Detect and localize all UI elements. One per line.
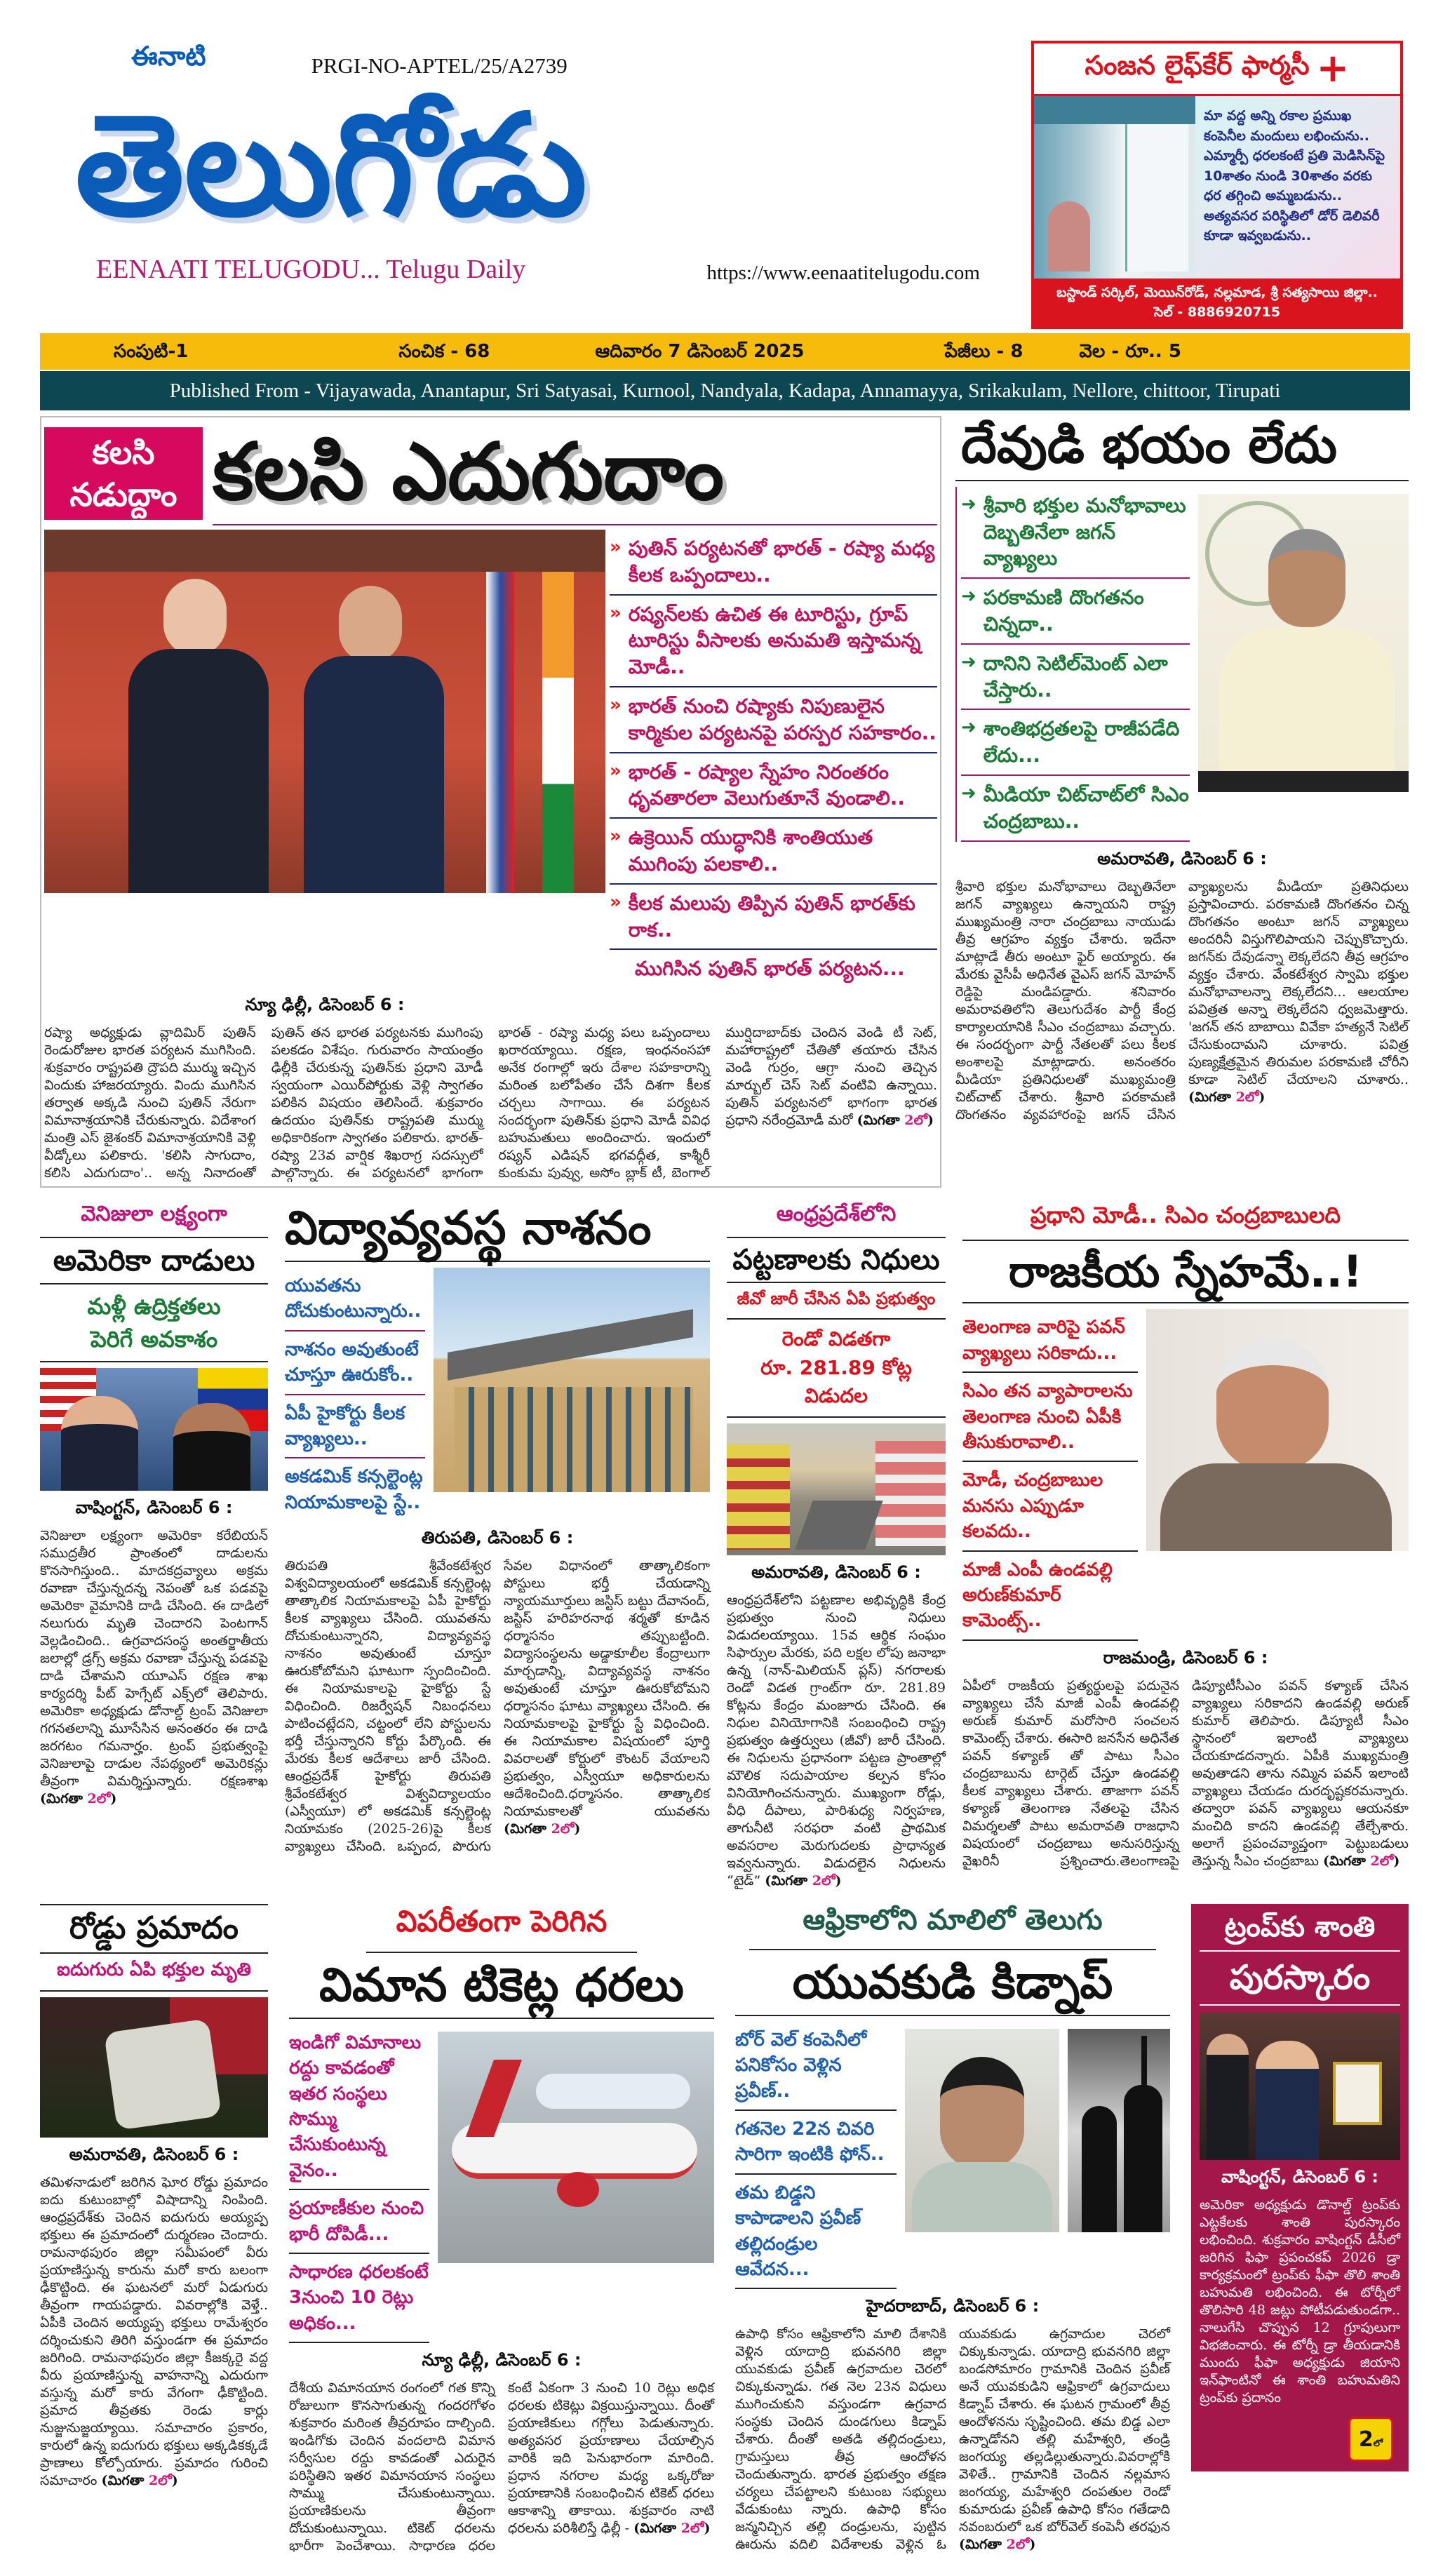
ad-title bbox=[1034, 43, 1400, 96]
double-arrow-icon: » bbox=[610, 891, 622, 913]
headline[interactable]: ట్రంప్‌కు శాంతి bbox=[1224, 1910, 1376, 1943]
divider bbox=[213, 524, 937, 525]
dateline: వాషింగ్టన్, డిసెంబర్ 6 : bbox=[75, 1498, 233, 1518]
bullet-item[interactable]: గతనెల 22న చివరి సారిగా ఇంటికి ఫోన్.. bbox=[735, 2111, 897, 2175]
dateline: న్యూ ఢిల్లీ, డిసెంబర్ 6 : bbox=[245, 995, 405, 1015]
headline[interactable]: రాజకీయ స్నేహమే..! bbox=[1008, 1246, 1363, 1298]
headline[interactable]: విమాన టికెట్ల ధరలు bbox=[319, 1957, 684, 2012]
accident-car-photo bbox=[40, 1997, 268, 2138]
bullet-item[interactable]: మోడీ, చంద్రబాబుల మనసు ఎప్పుడూ కలవదు.. bbox=[962, 1462, 1138, 1551]
flight-prices-story bbox=[289, 1904, 714, 2555]
continued-link[interactable]: (మిగతా 2లో) bbox=[1188, 1089, 1266, 1105]
flight-bullets bbox=[289, 2025, 429, 2343]
dateline: వాషింగ్టన్, డిసెంబర్ 6 : bbox=[1221, 2167, 1379, 2187]
continued-link[interactable]: (మిగతా 2లో) bbox=[1322, 1853, 1400, 1869]
dateline: రాజమండ్రి, డిసెంబర్ 6 : bbox=[1103, 1647, 1268, 1668]
page-2-badge[interactable] bbox=[1348, 2417, 1393, 2462]
issue-info-bar bbox=[40, 333, 1410, 370]
article-body: తిరుపతి శ్రీవేంకటేశ్వర విశ్వవిద్యాలయంలో అకడమిక్ కన్సల్టెంట్ల తాత్కాలిక నియామకాలపై ఏపీ హైకోర్టు కీలక వ్యాఖ్యలు చేసింది. యువతను దోచుకుంటున్నారని, విద్యావ్యవస్థ నాశనం అవుతుంటే చూస్తూ ఊరుకోబోమని ఘాటుగా స్పందించింది. ఈ నియామకాలపై హైకోర్టు స్టే విధించింది. రిజర్వేషన్ నిబంధనలు పాటించట్లేదని, చట్టంలో లేని పోస్టులను భర్తీ చేస్తున్నారని కోర్టు పేర్కొంది. ఈ మేరకు కీలక ఆదేశాలు జారీ చేసింది. ఆంధ్రప్రదేశ్ హైకోర్టు తిరుపతి శ్రీవేంకటేశ్వర విశ్వవిద్యాలయం (ఎస్వీయూ) లో అకడమిక్ కన్సల్టెంట్ల నియామకం (2025-26)పై కీలక వ్యాఖ్యలు చేసింది. ఒప్పంద, పొరుగు సేవల విధానంలో తాత్కాలికంగా పోస్టులు భర్తీ చేయడాన్ని న్యాయమూర్తులు జస్టిస్ బట్టు దేవానంద్, జస్టిస్ హరిహరనాథ శర్మతో కూడిన ధర్మాసనం తప్పుబట్టింది. విద్యాసంస్థలను అడ్డాకూలీల కేంద్రాలుగా మార్చడాన్ని, విద్యావ్యవస్థ నాశనం అవుతుంటే చూస్తూ ఊరుకోబోమని ధర్మాసనం ఘాటు వ్యాఖ్యలు చేసింది. ఈ నియామకాలపై హైకోర్టు స్టే విధించింది. ఈ నియామకాల విషయంలో పూర్తి వివరాలతో కోర్టులో కౌంటర్ వేయాలని ప్రభుత్వం, ఎస్వీయూ అధికారులను ఆదేశించింది.ధర్మాసనం. తాత్కాలిక నియామకాలతో యువతను (మిగతా 2లో) bbox=[285, 1558, 710, 1855]
article-body: శ్రీవారి భక్తుల మనోభావాలు దెబ్బతినేలా జగన్ వ్యాఖ్యలు ఉన్నాయని రాష్ట్ర ముఖ్యమంత్రి నారా చంద్రబాబు నాయుడు తీవ్ర ఆగ్రహం వ్యక్తం చేశారు. ఇదేనా మాట్లాడే తీరు అంటూ ఫైర్ అయ్యారు. ఈ మేరకు వైసీపీ అధినేత వైఎస్ జగన్ మోహన్ రెడ్డిపై మండిపడ్డారు. శనివారం అమరావతిలోని తెలుగుదేశం పార్టీ కేంద్ర కార్యాలయానికి సీఎం చంద్రబాబు వచ్చారు. ఈ సందర్భంగా పార్టీ నేతలతో పలు కీలక అంశాలపై మాట్లాడారు. అనంతరం మీడియా ప్రతినిధులతో ముఖ్యమంత్రి చిట్‌చాట్ చేశారు. శ్రీవారి పరకామణి దొంగతనం వ్యవహారంపై జగన్ చేసిన వ్యాఖ్యలను మీడియా ప్రతినిధులు ప్రస్తావించారు. పరకామణి దొంగతనం చిన్న దొంగతనం అంటూ జగన్ వ్యాఖ్యలు అందరినీ విస్తుగొలిపాయని చెప్పుకొచ్చారు. జగన్‌కు దేవుడన్నా లెక్కలేదని తీవ్ర ఆగ్రహం వ్యక్తం చేశారు. వేంకటేశ్వర స్వామి భక్తుల మనోభావాలన్నా లెక్కలేదని... ఆలయాల పవిత్రత అన్నా లెక్కలేదని ధ్వజమెత్తారు. 'జగన్ తన బాబాయి వివేకా హత్యనే సెటిల్ చేసుకుందామని చూశారు. పవిత్ర పుణ్యక్షేత్రమైన తిరుమల పరకామణి చోరీని కూడా సెటిల్ చేయాలని చూశారు.. (మిగతా 2లో) bbox=[955, 878, 1409, 1122]
bullet-item[interactable]: » రష్యన్‌లకు ఉచిత ఈ టూరిస్టు, గ్రూప్ టూరిస్టు వీసాలకు అనుమతి ఇస్తామన్న మోడీ.. bbox=[610, 596, 937, 687]
pharmacy-shop-photo bbox=[1034, 96, 1195, 279]
kicker: వెనిజులా లక్ష్యంగా bbox=[81, 1202, 227, 1227]
continued-link[interactable]: (మిగతా 2లో) bbox=[959, 2537, 1036, 2553]
trump-award-photo bbox=[1200, 2013, 1400, 2160]
plus-icon: + bbox=[1316, 46, 1350, 91]
kicker: ప్రధాని మోడీ.. సిఎం చంద్రబాబులది bbox=[1030, 1202, 1341, 1229]
bullet-item[interactable]: ➜ పరకామణి దొంగతనం చిన్నదా.. bbox=[961, 579, 1190, 645]
bullet-item[interactable]: బోర్ వెల్ కంపెనీలో పనికోసం వెళ్లిన ప్రవీణ్.. bbox=[735, 2022, 897, 2111]
lead-kicker: కలసి నడుద్దాం bbox=[44, 427, 203, 520]
double-arrow-icon: » bbox=[610, 760, 622, 781]
undavalli-photo bbox=[1146, 1309, 1409, 1551]
double-arrow-icon: » bbox=[610, 694, 622, 716]
headline[interactable]: పట్టణాలకు నిధులు bbox=[732, 1244, 940, 1277]
politics-story bbox=[962, 1202, 1409, 1870]
bullet-item[interactable]: అకడమిక్ కన్సల్టెంట్ల నియామకాలపై స్టే.. bbox=[285, 1466, 423, 1513]
article-body: రష్యా అధ్యక్షుడు వ్లాదిమిర్ పుతిన్ రెండురోజుల భారత పర్యటన ముగిసింది. శుక్రవారం రాష్ట్రపతి ద్రౌపది ముర్ము ఇచ్చిన విందుకు హాజరయ్యారు. విందు ముగిసిన తర్వాత అక్కడి నుంచి పుతిన్ నేరుగా విమానాశ్రయానికి చేరుకున్నారు. విదేశాంగ మంత్రి ఎస్ జైశంకర్ విమానాశ్రయానికి వెళ్లి వీడ్కోలు పలికారు. 'కలిసి సాగుదాం, కలిసి ఎదుగుదాం'.. అన్న నినాదంతో పుతిన్ తన భారత పర్యటనకు ముగింపు పలకడం విశేషం. గురువారం సాయంత్రం ఢిల్లీకి చేరుకున్న పుతిన్‌కు ప్రధాని మోడీ స్వయంగా ఎయిర్‌పోర్టుకు వెళ్లి స్వాగతం పలికిన విషయం తెలిసిందే. శుక్రవారం ఉదయం పుతిన్‌కు రాష్ట్రపతి ముర్ము అధికారికంగా స్వాగతం పలికారు. భారత్- రష్యా 23వ వార్షిక శిఖరాగ్ర సదస్సులో పాల్గొన్నారు. ఈ పర్యటనలో భాగంగా భారత్ - రష్యా మధ్య పలు ఒప్పందాలు ఖరారయ్యాయి. రక్షణ, ఇంధనంసహా అనేక రంగాల్లో ఇరు దేశాల సహకారాన్ని మరింత బలోపేతం చేసే దిశగా కీలక చర్చలు సాగాయి. ఈ పర్యటన సందర్భంగా పుతిన్‌కు ప్రధాని మోడీ వివిధ బహుమతులు అందించారు. ఇందులో రష్యన్ ఎడిషన్ భగవద్గీత, కాశ్మీరీ కుంకుమ పువ్వు, అసోం బ్లాక్ టీ, బెంగాల్ ముర్షిదాబాద్‌కు చెందిన వెండి టీ సెట్, మహారాష్ట్రలో చేతితో తయారు చేసిన వెండి గుర్రం, ఆగ్రా నుంచి తెచ్చిన మార్బుల్ చెస్ సెట్ వంటివి ఉన్నాయి. పుతిన్ పర్యటనలో భాగంగా భారత ప్రధాని నరేంద్రమోడీ మరో (మిగతా 2లో) bbox=[44, 1025, 937, 1181]
towns-funds-story bbox=[727, 1202, 946, 1890]
dateline: హైదరాబాద్, డిసెంబర్ 6 : bbox=[866, 2296, 1040, 2316]
dateline: అమరావతి, డిసెంబర్ 6 : bbox=[69, 2144, 239, 2164]
subheadline: రెండో విడతగా bbox=[781, 1327, 891, 1351]
bullet-item[interactable]: ఏపీ హైకోర్టు కీలక వ్యాఖ్యలు.. bbox=[285, 1395, 425, 1459]
bullet-item[interactable]: » పుతిన్ పర్యటనతో భారత్ - రష్యా మధ్య కీలక ఒప్పందాలు.. bbox=[610, 530, 937, 596]
bullet-item[interactable]: తెలంగాణ వారిపై పవన్ వ్యాఖ్యలు సరికాదు... bbox=[962, 1309, 1138, 1373]
issue-number: సంచిక - 68 bbox=[398, 341, 490, 362]
published-from-bar: Published From - Vijayawada, Anantapur, Sri Satyasai, Kurnool, Nandyala, Kadapa, Annamayya, Srikakulam, Nellore, chittoor, Tirupati bbox=[40, 371, 1410, 410]
article-body: ఆంధ్రప్రదేశ్‌లోని పట్టణాల అభివృద్ధికి కేంద్ర ప్రభుత్వం నుంచి నిధులు విడుదలయ్యాయి. 15వ ఆర్థిక సంఘం సిఫార్సుల మేరకు, పది లక్షల లోపు జనాభా ఉన్న (నాన్-మిలియన్ ప్లస్) నగరాలకు రెండో విడత గ్రాంట్‌గా రూ. 281.89 కోట్లను కేంద్రం మంజూరు చేసింది. ఈ నిధుల వినియోగానికి సంబంధించి రాష్ట్ర ప్రభుత్వం ఉత్తర్వులు (జీవో) జారీ చేసింది. ఈ నిధులను ప్రధానంగా పట్టణ ప్రాంతాల్లో మౌలిక సదుపాయాల కల్పన కోసం వినియోగించనున్నారు. ముఖ్యంగా రోడ్లు, వీధి దీపాలు, పారిశుధ్య నిర్వహణ, తాగునీటి సరఫరా వంటి ప్రాథమిక అవసరాల మెరుగుదలకు ప్రాధాన్యత ఇవ్వనున్నారు. విడుదలైన నిధులను “టైడ్” (మిగతా 2లో) bbox=[727, 1592, 946, 1889]
kidnap-bullets bbox=[735, 2022, 897, 2290]
ad-line: ఎమ్మార్పీ ధరలకంటే ప్రతి మెడిసిన్‌పై 10శాతం నుండి 30శాతం వరకు ధర తగ్గించి అమ్మబడును.. bbox=[1204, 148, 1385, 203]
mali-kidnap-story bbox=[735, 1904, 1170, 2554]
arrow-icon: ➜ bbox=[961, 586, 976, 608]
bullet-item[interactable]: » ఉక్రెయిన్ యుద్ధానికి శాంతియుత ముగింపు పలకాలి.. bbox=[610, 819, 937, 885]
lead-story bbox=[40, 416, 941, 1188]
high-court-photo bbox=[434, 1268, 710, 1492]
subheadline: ఐదుగురు ఏపి భక్తుల మృతి bbox=[57, 1959, 251, 1980]
bullet-item[interactable]: ➜ శ్రీవారి భక్తుల మనోభావాలు దెబ్బతినేలా జగన్ వ్యాఖ్యలు bbox=[961, 487, 1190, 579]
city-street-photo bbox=[727, 1423, 946, 1555]
bullet-item[interactable]: సిఎం తన వ్యాపారాలను తెలంగాణ నుంచి ఏపీకి తీసుకురావాలి.. bbox=[962, 1373, 1138, 1462]
ad-address: బస్టాండ్ సర్కిల్, మెయిన్‌రోడ్, నల్లమాడ, శ్రీ సత్యసాయి జిల్లా.. bbox=[1056, 285, 1378, 300]
continued-link[interactable]: (మిగతా 2లో) bbox=[765, 1872, 842, 1889]
road-accident-story bbox=[40, 1904, 268, 2490]
bullet-item[interactable]: » కీలక మలుపు తిప్పిన పుతిన్ భారత్‌కు రాక.. bbox=[610, 885, 937, 951]
ad-line: అత్యవసర పరిస్థితిలో డోర్ డెలివరీ కూడా ఇవ్వబడును.. bbox=[1204, 208, 1380, 243]
subheadline: జీవో జారీ చేసిన ఏపి ప్రభుత్వం bbox=[737, 1289, 936, 1309]
price: వెల - రూ.. 5 bbox=[1079, 341, 1181, 362]
pre-title: ఈనాటి bbox=[131, 41, 206, 72]
bullet-item[interactable]: నాశనం అవుతుంటే చూస్తూ ఊరుకోం.. bbox=[285, 1331, 425, 1395]
subheadline: రూ. 281.89 కోట్ల విడుదల bbox=[760, 1355, 912, 1408]
arrow-icon: ➜ bbox=[961, 717, 976, 739]
article-body: వెనిజులా లక్ష్యంగా అమెరికా కరేబియన్ సముద్రతీర ప్రాంతంలో దాడులను కొనసాగిస్తుంది.. మాదకద్రవ్యాలు అక్రమ రవాణా చేస్తున్నదన్న నెపంతో ఒక పడవపై అమెరికా వైమానికి దాడి చేసింది. ఈ దాడిలో నలుగురు మృతి చెందారని పెంటగాన్ వెల్లడించింది.. ఉగ్రవాదసంస్థ అంతర్జాతీయ జలాల్లో డ్రగ్స్ అక్రమ రవాణా చేస్తున్న పడవపై దాడి చేశామని యూఎస్ రక్షణ శాఖ కార్యదర్శి పీట్ హెగ్సేట్ ఎక్స్‌లో తెలిపారు. అమెరికా అధ్యక్షుడు డోనాల్డ్ ట్రంప్ వెనిజులా గగనతలాన్ని మూసేసిన అనంతరం ఈ దాడి జరగటం గమనార్హం. ట్రంప్ ప్రభుత్వంపై వెనిజులాపై దాడుల నేపథ్యంలో అమెరికన్లు తీవ్రంగా విమర్శిస్తున్నారు. రక్షణశాఖ (మిగతా 2లో) bbox=[40, 1528, 268, 1807]
ad-contact bbox=[1034, 279, 1400, 326]
issue-date: ఆదివారం 7 డిసెంబర్ 2025 bbox=[595, 341, 805, 362]
double-arrow-icon: » bbox=[610, 826, 622, 847]
bullet-item[interactable]: ఇండిగో విమానాలు రద్దు కావడంతో ఇతర సంస్థలు సొమ్ము చేసుకుంటున్న వైనం.. bbox=[289, 2025, 429, 2190]
bullet-item[interactable]: మాజీ ఎంపీ ఉండవల్లి అరుణ్‌కుమార్ కామెంట్స్.. bbox=[962, 1552, 1138, 1641]
continued-link[interactable]: (మిగతా 2లో) bbox=[504, 1821, 581, 1837]
trump-peace-prize-story bbox=[1191, 1904, 1409, 2471]
kicker: ఆఫ్రికాలోని మాలిలో తెలుగు bbox=[803, 1903, 1103, 1936]
article-body: దేశీయ విమానయాన రంగంలో గత కొన్ని రోజులుగా కొనసాగుతున్న గందరగోళం శుక్రవారం మరింత తీవ్రరూపం దాల్చింది. ఇండిగోకు చెందిన వందలాది విమాన సర్వీసుల రద్దు కావడంతో ఎదురైన పరిస్థితిని ఇతర విమానయాన సంస్థలు సొమ్ము చేసుకుంటున్నాయి. ప్రయాణికులను తీవ్రంగా దోచుకుంటున్నాయి. టికెట్ ధరలను భారీగా పెంచేశాయి. సాధారణ ధరల కంటే ఏకంగా 3 నుంచి 10 రెట్లు అధిక ధరలకు టికెట్లు విక్రయిస్తున్నాయి. దీంతో ప్రయాణికులు గగ్గోలు పెడుతున్నారు. అత్యవసర ప్రయాణాలు చేయాల్సిన వారికి ఇది పెనుభారంగా మారింది. ప్రధాన నగరాల మధ్య ఒక్కరోజు ప్రయాణానికి సంబంధించిన టికెట్ ధరలు ఆకాశాన్ని తాకాయి. శుక్రవారం నాటి ధరలను పరిశీలిస్తే ఢిల్లీ - (మిగతా 2లో) bbox=[289, 2380, 714, 2554]
continued-link[interactable]: (మిగతా 2లో) bbox=[101, 2472, 178, 2488]
cbn-story bbox=[955, 416, 1409, 1124]
bullet-item[interactable]: సాధారణ ధరలకంటే 3నుంచి 10 రెట్లు అధికం... bbox=[289, 2254, 429, 2343]
headline[interactable]: రోడ్డు ప్రమాదం bbox=[69, 1910, 239, 1946]
cbn-bullets bbox=[955, 487, 1190, 842]
lead-headline[interactable]: కలసి ఎదుగుదాం bbox=[213, 427, 725, 518]
article-body: ఏపీలో రాజకీయ ప్రత్యర్థులపై పదునైన వ్యాఖ్యలు చేసే మాజీ ఎంపీ ఉండవల్లి అరుణ్ కుమార్ మరోసారి సంచలన కామెంట్స్ చేశారు. ఈసారి జనసేన అధినేత పవన్ కళ్యాణ్ తో పాటు సీఎం చంద్రబాబును టార్గెట్ చేస్తూ ఉండవల్లి కీలక వ్యాఖ్యలు చేశారు. తాజాగా పవన్ కళ్యాణ్ తెలంగాణ నేతలపై చేసిన విమర్శలతో పాటు అమరావతి రాజధాని విషయంలో చంద్రబాబు అనుసరిస్తున్న వైఖరినీ ప్రశ్నించారు.తెలంగాణపై డిప్యూటీసీఎం పవన్ కళ్యాణ్ చేసిన వ్యాఖ్యలు సరికాదని ఉండవల్లి అరుణ్ కుమార్ తెలిపారు. డిప్యూటీ సీఎం స్థానంలో ఇలాంటి వ్యాఖ్యలు చేయకూడదన్నారు. ఏపీకి ముఖ్యమంత్రి అవుతాడని తాను నమ్మిన పవన్ ఇలాంటి వ్యాఖ్యలు చేయడం దురదృష్టకరమన్నారు. తద్వారా పవన్ వ్యాఖ్యలు ఆయనకూ మంచిది కాదని ఉండవల్లి తేల్చేశారు. అలాగే ప్రపంచవ్యాప్తంగా పెట్టుబడులు తెస్తున్న సీఎం చంద్రబాబు (మిగతా 2లో) bbox=[962, 1677, 1409, 1869]
bullet-item[interactable]: » భారత్ - రష్యాల స్నేహం నిరంతరం ధృవతారలా వెలుగుతూనే వుండాలి.. bbox=[610, 753, 937, 819]
bullet-item[interactable]: తమ బిడ్డని కాపాడాలని ప్రవీణ్ తల్లిదండ్రుల ఆవేదన... bbox=[735, 2175, 897, 2290]
continued-link[interactable]: (మిగతా 2లో) bbox=[40, 1791, 117, 1807]
tagline: EENAATI TELUGODU... Telugu Daily bbox=[96, 255, 526, 284]
dateline: అమరావతి, డిసెంబర్ 6 : bbox=[1097, 848, 1267, 868]
kicker: విపరీతంగా పెరిగిన bbox=[396, 1903, 607, 1938]
praveen-photo bbox=[905, 2029, 1059, 2232]
continued-link[interactable]: (మిగతా 2లో) bbox=[857, 1113, 934, 1129]
subheadline: మళ్లీ ఉద్రిక్తతలు bbox=[87, 1293, 221, 1320]
trump-maduro-photo bbox=[40, 1368, 268, 1491]
headline[interactable]: అమెరికా దాడులు bbox=[53, 1243, 255, 1278]
education-story bbox=[285, 1202, 710, 1856]
page-2-badge-label: 2లో bbox=[1358, 2427, 1383, 2452]
ad-copy bbox=[1195, 96, 1400, 279]
volume: సంపుటి-1 bbox=[114, 341, 189, 362]
newspaper-logo: తెలుగోడు bbox=[75, 84, 588, 248]
headline[interactable]: యువకుడి కిడ్నాప్ bbox=[792, 1954, 1113, 2009]
venezuela-story bbox=[40, 1202, 268, 1808]
militants-silhouette-photo bbox=[1068, 2029, 1170, 2232]
dateline: అమరావతి, డిసెంబర్ 6 : bbox=[751, 1562, 921, 1582]
double-arrow-icon: » bbox=[610, 602, 622, 624]
bullet-item[interactable]: ప్రయాణీకుల నుంచి భారీ దోపిడీ... bbox=[289, 2190, 429, 2254]
dateline: తిరుపతి, డిసెంబర్ 6 : bbox=[421, 1528, 574, 1548]
headline[interactable]: విద్యావ్యవస్థ నాశనం bbox=[285, 1201, 652, 1256]
website-url: https://www.eenaatitelugodu.com bbox=[706, 262, 980, 284]
headline[interactable]: పురస్కారం bbox=[1229, 1957, 1371, 1997]
bullet-item[interactable]: ➜ శాంతిభద్రతలపై రాజీపడేది లేదు... bbox=[961, 710, 1190, 776]
double-arrow-icon: » bbox=[610, 537, 622, 558]
page-count: పేజీలు - 8 bbox=[944, 341, 1023, 362]
ad-phone: సెల్ - 8886920715 bbox=[1153, 304, 1281, 320]
bullet-item[interactable]: ➜ దానిని సెటిల్‌మెంట్ ఎలా చేస్తారు.. bbox=[961, 645, 1190, 711]
lead-bullets bbox=[610, 530, 937, 988]
article-body: తమిళనాడులో జరిగిన ఘోర రోడ్డు ప్రమాదం ఐదు కుటుంబాల్లో విషాదాన్ని నింపింది. ఆంధ్రప్రదేశ్‌కు చెందిన ఐదుగురు అయ్యప్ప భక్తులు ఈ ప్రమాదంలో దుర్మరణం చెందారు. రామనాథపురం జిల్లా సమీపంలో వీరు ప్రయాణిస్తున్న కారును మరో కారు బలంగా ఢీకొట్టింది. ఈ ఘటనలో మరో ఏడుగురు తీవ్రంగా గాయపడ్డారు. వివరాల్లోకి వెళ్తే.. ఏపీకి చెందిన అయ్యప్ప భక్తులు రామేశ్వరం దర్శించుకుని తిరిగి వస్తుండగా ఈ ప్రమాదం జరిగింది. రామనాథపురం జిల్లా కీజక్కరై వద్ద వీరు ప్రయాణిస్తున్న వాహనాన్ని ఎదురుగా వస్తున్న మరో కారు వేగంగా ఢీకొట్టింది. ప్రమాద తీవ్రతకు రెండు కార్లు నుజ్జునుజ్జయ్యాయి. సమాచారం ప్రకారం, కారులో ఉన్న ఐదుగురు భక్తులు అక్కడికక్కడే ప్రాణాలు కోల్పోయారు. ప్రమాదం గురించి సమాచారం (మిగతా 2లో) bbox=[40, 2174, 268, 2488]
politics-bullets bbox=[962, 1309, 1138, 1640]
ad-title-text: సంజన లైఫ్‌కేర్ ఫార్మసీ bbox=[1085, 50, 1310, 81]
registration-number: PRGI-NO-APTEL/25/A2739 bbox=[311, 53, 568, 78]
kicker: ఆంధ్రప్రదేశ్‌లోని bbox=[776, 1202, 897, 1227]
bullet-item[interactable]: » భారత్ నుంచి రష్యాకు నిపుణులైన కార్మికుల పర్యటనపై పరస్పర సహకారం.. bbox=[610, 687, 937, 753]
arrow-icon: ➜ bbox=[961, 651, 976, 673]
air-india-plane-photo bbox=[438, 2032, 714, 2263]
article-body: ఉపాధి కోసం ఆఫ్రికాలోని మాలి దేశానికి వెళ్లిన యాదాద్రి భువనగిరి జిల్లా యువకుడు ప్రవీణ్ ఉగ్రవాదుల చెరలో చిక్కుకున్నాడు. గత నెల 23న విధులు ముగించుకుని వస్తుండగా ఉగ్రవాద సంస్థకు చెందిన దుండగులు కిడ్నాప్ చేశారు. దీంతో అతడి తల్లిదండ్రులు, గ్రామస్తులు తీవ్ర ఆందోళన చెందుతున్నారు. భారత ప్రభుత్వం తక్షణ చర్యలు చేపట్టాలని కుటుంబ సభ్యులు వేడుకుంటు న్నారు. ఉపాధి కోసం జన్మనిచ్చిన తల్లి దండ్రులను, పుట్టిన ఊరును వదిలి విదేశాలకు వెళ్లిన ఓ యువకుడు ఉగ్రవాదుల చెరలో చిక్కుకున్నాడు. యాదాద్రి భువనగిరి జిల్లా బండసోమారం గ్రామానికి చెందిన ప్రవీణ్ అనే యువకుడిని ఆఫ్రికాలో ఉగ్రవాదులు కిడ్నాప్ చేశారు. ఈ ఘటన గ్రామంలో తీవ్ర ఆందోళనను సృష్టించింది. తమ బిడ్డ ఎలా ఉన్నాడోనని తల్లి మహేశ్వరి, తండ్రి జంగయ్య తల్లడిల్లుతున్నారు.వివరాల్లోకి వెళితే.. గ్రామానికి చెందిన నల్లమాస జంగయ్య, మహేశ్వరి దంపతుల రెండో కుమారుడు ప్రవీణ్ ఉపాధి కోసం గతేడాది నవంబరులో ఒక బోర్‌వెల్ కంపెనీ తరఫున (మిగతా 2లో) bbox=[735, 2326, 1170, 2553]
subheadline: పెరిగే అవకాశం bbox=[90, 1325, 218, 1353]
cbn-headline[interactable]: దేవుడి భయం లేదు bbox=[961, 415, 1337, 474]
education-bullets bbox=[285, 1268, 425, 1521]
ad-line: మా వద్ద అన్ని రకాల ప్రముఖ కంపెనీల మందులు లభించును.. bbox=[1204, 108, 1369, 144]
article-body: అమెరికా అధ్యక్షుడు డొనాల్డ్ ట్రంప్‌కు ఎట్టకేలకు శాంతి పురస్కారం లభించింది. శుక్రవారం వాషింగ్టన్ డీసీలో జరిగిన ఫిఫా ప్రపంచకప్ 2026 డ్రా కార్యక్రమంలో ట్రంప్‌కు ఫీఫా తొలి శాంతి బహుమతి లభించింది. ఈ టోర్నీలో తొలిసారి 48 జట్లు పోటీపడుతుండగా.. నాలుగేసి చొప్పున 12 గ్రూపులుగా విభజించారు. ఈ టోర్నీ డ్రా తీయడానికి ముందు ఫీఫా అధ్యక్షుడు జియాని ఇన్‌ఫాంటినో ఈ శాంతి బహుమతిని ట్రంప్‌కు ప్రదానం bbox=[1200, 2197, 1400, 2406]
dateline: న్యూ ఢిల్లీ, డిసెంబర్ 6 : bbox=[422, 2350, 582, 2370]
continued-link[interactable]: (మిగతా 2లో) bbox=[633, 2521, 711, 2537]
bullet-item[interactable]: యువతను దోచుకుంటున్నారు.. bbox=[285, 1268, 425, 1331]
masthead bbox=[40, 0, 1410, 329]
pharmacy-ad[interactable] bbox=[1031, 41, 1403, 329]
chandrababu-photo bbox=[1198, 494, 1409, 792]
putin-modi-photo bbox=[44, 530, 605, 893]
bullet-item[interactable]: ➜ మీడియా చిట్‌చాట్‌లో సిఎం చంద్రబాబు.. bbox=[961, 776, 1190, 842]
masthead-left bbox=[40, 41, 994, 285]
arrow-icon: ➜ bbox=[961, 493, 976, 515]
bullet-item[interactable]: ముగిసిన పుతిన్ భారత్ పర్యటన... bbox=[635, 957, 905, 981]
arrow-icon: ➜ bbox=[961, 782, 976, 804]
